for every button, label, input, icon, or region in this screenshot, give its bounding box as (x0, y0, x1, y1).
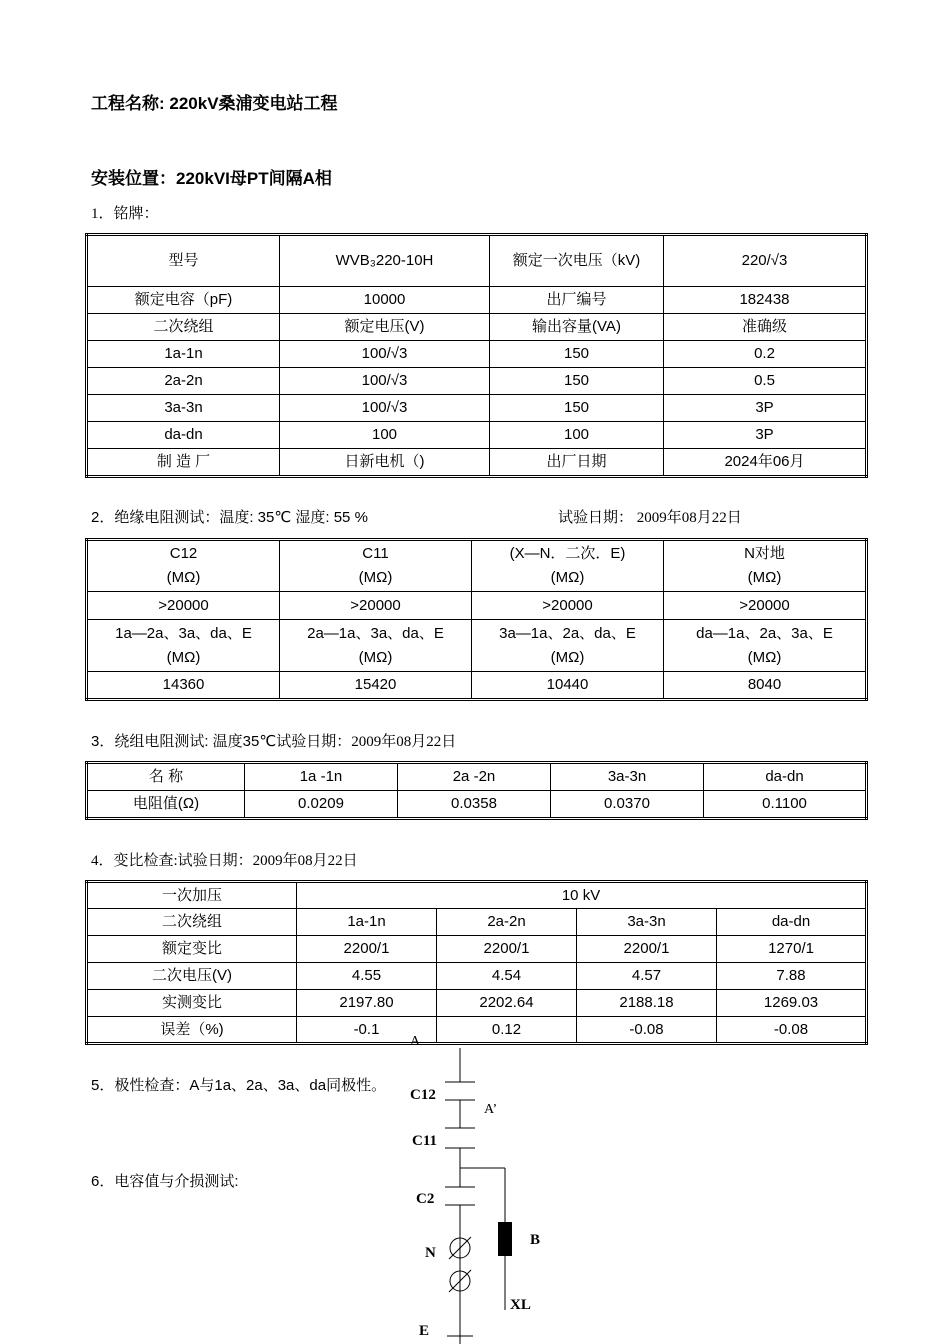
cell: 日新电机（) (280, 449, 490, 477)
cell: 2a-2n (87, 368, 280, 395)
cell (472, 620, 664, 672)
cell-line: (MΩ) (747, 569, 782, 586)
cell: 二次绕组 (87, 909, 297, 936)
cell: 0.1100 (704, 791, 867, 819)
cell: >20000 (280, 592, 472, 620)
cell (87, 540, 280, 592)
cell: 3a-3n (87, 395, 280, 422)
section-3-label: 3．绕组电阻测试: 温度35℃ (91, 733, 277, 750)
cell: 4.55 (297, 963, 437, 990)
cell: 额定电容（pF) (87, 287, 280, 314)
cell: 100/√3 (280, 395, 490, 422)
cell: 额定一次电压（kV) (490, 235, 664, 287)
cell: 2a-2n (437, 909, 577, 936)
nameplate-table (85, 233, 868, 478)
section-2-title: 2．绝缘电阻测试：温度: 35℃ 湿度: 55 % (91, 509, 368, 526)
cell: 2024年06月 (664, 449, 867, 477)
cell: -0.08 (577, 1017, 717, 1044)
cell: 出厂编号 (490, 287, 664, 314)
table-row (87, 882, 867, 909)
cell: 额定变比 (87, 936, 297, 963)
cell: -0.08 (717, 1017, 867, 1044)
cell: 误差（%) (87, 1017, 297, 1044)
cell (87, 620, 280, 672)
cell: 0.2 (664, 341, 867, 368)
cell: 220/√3 (664, 235, 867, 287)
table-row (87, 791, 867, 819)
section-1-title: 1．铭牌： (91, 206, 159, 222)
diagram-label-c11: C11 (412, 1133, 438, 1149)
cell: 3P (664, 395, 867, 422)
table-row (87, 314, 867, 341)
cell: 2188.18 (577, 990, 717, 1017)
diagram-label-n: N (425, 1245, 436, 1261)
cell: 2200/1 (297, 936, 437, 963)
cell: 2a -2n (398, 763, 551, 791)
cell: -0.1 (297, 1017, 437, 1044)
cell-line: (MΩ) (550, 569, 585, 586)
cell-line: da—1a、2a、3a、E (696, 624, 833, 642)
cell-line: (MΩ) (166, 648, 201, 666)
cell-line: (MΩ) (747, 648, 782, 666)
winding-resistance-table (85, 761, 868, 820)
cell: 0.0358 (398, 791, 551, 819)
cell: 14360 (87, 672, 280, 700)
cell: 制 造 厂 (87, 449, 280, 477)
cell: 10 kV (297, 882, 867, 909)
cell: 182438 (664, 287, 867, 314)
cell: 1a -1n (245, 763, 398, 791)
insulation-table (85, 538, 868, 701)
cell: da-dn (87, 422, 280, 449)
cell-line: 2a—1a、3a、da、E (307, 624, 444, 642)
cell: 电阻值(Ω) (87, 791, 245, 819)
cell-line: N对地 (744, 545, 785, 562)
table-row (87, 422, 867, 449)
table-row (87, 963, 867, 990)
diagram-label-a-prime: A’ (484, 1102, 498, 1117)
cell: 型号 (87, 235, 280, 287)
cell-line: 3a—1a、2a、da、E (499, 624, 636, 642)
cell (664, 540, 867, 592)
section-3-title (91, 730, 456, 751)
cell: 3a-3n (551, 763, 704, 791)
cell-line: C11 (362, 545, 389, 562)
cell: 1270/1 (717, 936, 867, 963)
table-row (87, 235, 867, 287)
inductor-block (498, 1222, 512, 1256)
cell-line: (MΩ) (358, 648, 393, 666)
table-row (87, 672, 867, 700)
cell: 0.12 (437, 1017, 577, 1044)
cell: 0.0209 (245, 791, 398, 819)
table-row (87, 909, 867, 936)
cell: 准确级 (664, 314, 867, 341)
cell: da-dn (704, 763, 867, 791)
cell: 100 (490, 422, 664, 449)
cell: >20000 (87, 592, 280, 620)
cell: 150 (490, 395, 664, 422)
cell: 二次绕组 (87, 314, 280, 341)
cell: 100/√3 (280, 341, 490, 368)
cell-line: C12 (169, 545, 198, 562)
cell: 名 称 (87, 763, 245, 791)
cell: 100 (280, 422, 490, 449)
cell-line: (MΩ) (358, 569, 393, 586)
cell: 10440 (472, 672, 664, 700)
ratio-table (85, 880, 868, 1045)
cell: 0.0370 (551, 791, 704, 819)
section-3-date: 试验日期：2009年08月22日 (276, 734, 457, 750)
diagram-label-c12: C12 (410, 1087, 436, 1103)
cell: 2200/1 (437, 936, 577, 963)
cell: WVB₃220-10H (280, 235, 490, 287)
cell-line: (MΩ) (550, 648, 585, 666)
cell: 实测变比 (87, 990, 297, 1017)
cell: 150 (490, 368, 664, 395)
diagram-label-xl: XL (510, 1297, 531, 1313)
diagram-label-a: A (410, 1034, 421, 1049)
table-row (87, 287, 867, 314)
cell: 1a-1n (297, 909, 437, 936)
table-row (87, 368, 867, 395)
table-row (87, 540, 867, 592)
section-2-date: 试验日期： 2009年08月22日 (558, 510, 742, 526)
cvt-circuit-diagram (400, 1030, 560, 1344)
cell: 1269.03 (717, 990, 867, 1017)
cell: 额定电压(V) (280, 314, 490, 341)
cell: 1a-1n (87, 341, 280, 368)
table-row (87, 936, 867, 963)
cell: da-dn (717, 909, 867, 936)
table-row (87, 592, 867, 620)
project-title: 工程名称: 220kV桑浦变电站工程 (91, 94, 338, 113)
cell-line: (MΩ) (166, 569, 201, 586)
diagram-label-e: E (419, 1323, 430, 1339)
cell: 出厂日期 (490, 449, 664, 477)
cell: 7.88 (717, 963, 867, 990)
cell: 2197.80 (297, 990, 437, 1017)
table-row (87, 449, 867, 477)
cell (280, 540, 472, 592)
table-row (87, 990, 867, 1017)
cell: 3P (664, 422, 867, 449)
cell: 4.57 (577, 963, 717, 990)
section-5-title: 5．极性检查：A与1a、2a、3a、da同极性。 (91, 1077, 387, 1094)
cell: 100/√3 (280, 368, 490, 395)
diagram-label-b: B (530, 1232, 541, 1248)
cell: 一次加压 (87, 882, 297, 909)
section-4-title: 4．变比检查:试验日期：2009年08月22日 (91, 853, 358, 869)
section-6-title: 6．电容值与介损测试: (91, 1173, 239, 1190)
cell: 10000 (280, 287, 490, 314)
cell: 15420 (280, 672, 472, 700)
table-row (87, 763, 867, 791)
cell: 0.5 (664, 368, 867, 395)
cell (280, 620, 472, 672)
cell: 2200/1 (577, 936, 717, 963)
cell: 二次电压(V) (87, 963, 297, 990)
table-row (87, 395, 867, 422)
cell: 150 (490, 341, 664, 368)
install-location: 安装位置：220kVI母PT间隔A相 (91, 169, 332, 188)
cell: >20000 (472, 592, 664, 620)
table-row (87, 341, 867, 368)
cell-line: (X—N．二次．E) (509, 545, 626, 562)
cell: 输出容量(VA) (490, 314, 664, 341)
cell: 2202.64 (437, 990, 577, 1017)
cell: 8040 (664, 672, 867, 700)
cell: >20000 (664, 592, 867, 620)
cell: 4.54 (437, 963, 577, 990)
diagram-label-c2: C2 (416, 1191, 435, 1207)
cell-line: 1a—2a、3a、da、E (115, 624, 252, 642)
table-row (87, 620, 867, 672)
cell (472, 540, 664, 592)
cell (664, 620, 867, 672)
cell: 3a-3n (577, 909, 717, 936)
